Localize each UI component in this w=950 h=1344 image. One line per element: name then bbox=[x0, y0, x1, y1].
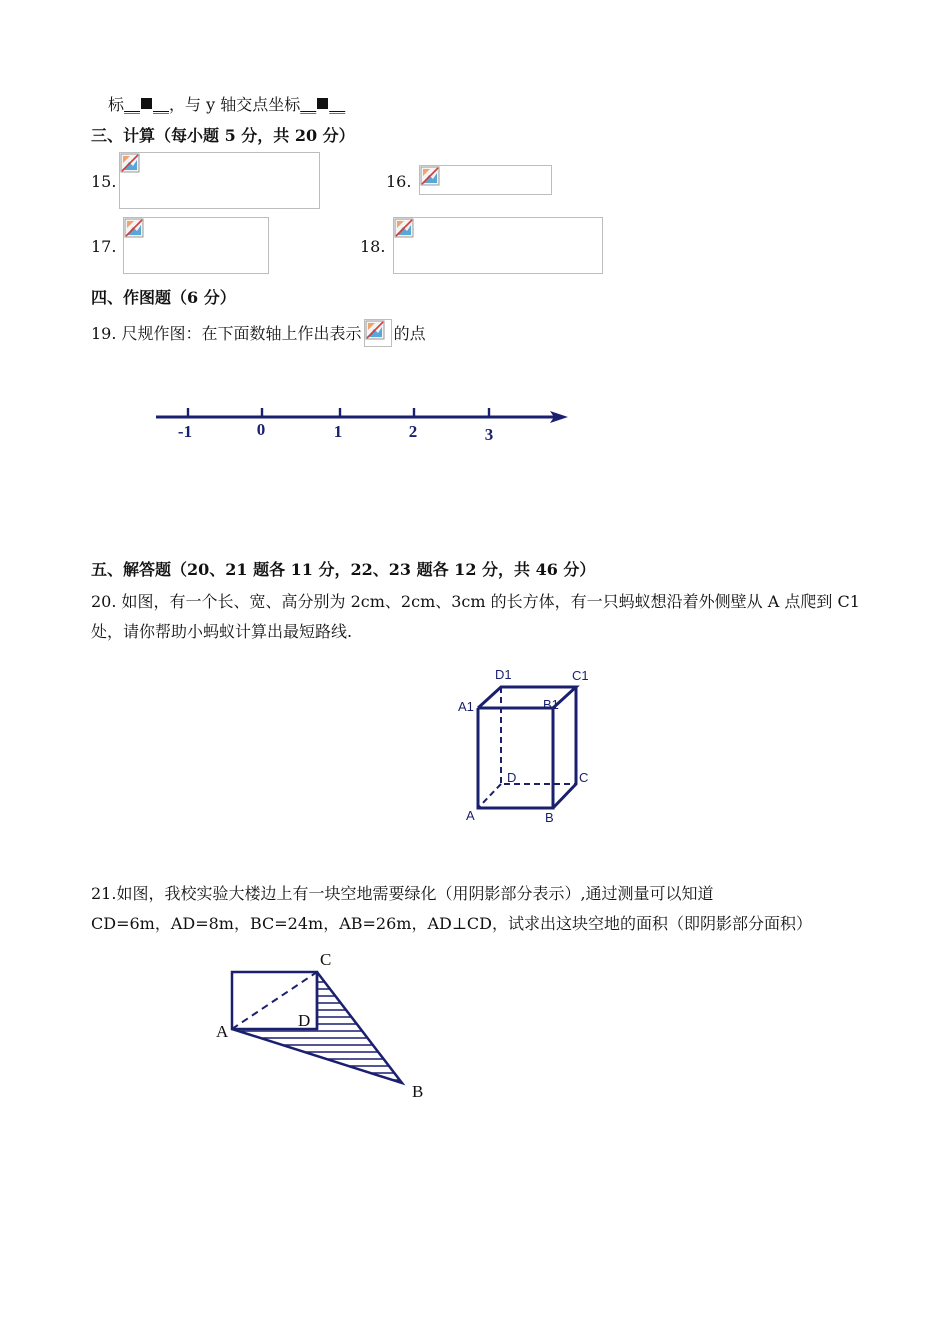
line-prefix: 标 bbox=[108, 95, 125, 114]
tick-label: 1 bbox=[333, 422, 343, 441]
vertex-label-b: B bbox=[545, 810, 554, 825]
broken-image-icon bbox=[365, 320, 385, 340]
tick-label: 0 bbox=[256, 420, 266, 439]
tick-label: 3 bbox=[484, 425, 494, 444]
answer-placeholder-square bbox=[141, 98, 152, 109]
answer-placeholder-square bbox=[317, 98, 328, 109]
blank-b-right: __ bbox=[329, 95, 346, 114]
cuboid-hidden-edge bbox=[478, 784, 501, 808]
q19-text-after: 的点 bbox=[393, 324, 426, 343]
q16-label: 16. bbox=[386, 172, 412, 191]
broken-image-icon bbox=[120, 153, 140, 173]
q16-formula-image bbox=[419, 165, 552, 195]
broken-image-icon bbox=[124, 218, 144, 238]
q19-label: 19. bbox=[91, 324, 117, 343]
vertex-label-b1: B1 bbox=[543, 697, 559, 712]
vertex-label-d: D bbox=[507, 770, 517, 785]
q15-label: 15. bbox=[91, 172, 117, 191]
land-figure bbox=[210, 945, 435, 1105]
point-label-a: A bbox=[216, 1022, 229, 1041]
vertex-label-c1: C1 bbox=[572, 668, 589, 683]
point-label-d: D bbox=[298, 1011, 311, 1030]
tick-label: -1 bbox=[177, 422, 193, 441]
vertex-label-a1: A1 bbox=[458, 699, 474, 714]
vertex-label-a: A bbox=[466, 808, 475, 823]
q18-label: 18. bbox=[360, 237, 386, 256]
vertex-label-c: C bbox=[579, 770, 589, 785]
blank-a-right: __ bbox=[153, 95, 170, 114]
point-label-c: C bbox=[320, 950, 332, 969]
broken-image-icon bbox=[394, 218, 414, 238]
q20-line2: 处，请你帮助小蚂蚁计算出最短路线. bbox=[91, 622, 353, 641]
vertex-label-d1: D1 bbox=[495, 667, 512, 682]
section3-heading: 三、计算（每小题 5 分，共 20 分） bbox=[91, 126, 355, 145]
q21-line1: 21.如图，我校实验大楼边上有一块空地需要绿化（用阴影部分表示）,通过测量可以知道 bbox=[91, 884, 714, 903]
q21-line2: CD=6m，AD=8m，BC=24m，AB=26m，AD⊥CD，试求出这块空地的面积（即阴影部分面积） bbox=[91, 914, 812, 933]
q19-formula-image bbox=[364, 319, 392, 347]
line-middle: ，与 y 轴交点坐标 bbox=[169, 95, 301, 114]
q20-line1: 20. 如图，有一个长、宽、高分别为 2cm、2cm、3cm 的长方体，有一只蚂蚁想沿着外侧壁从 A 点爬到 C1 bbox=[91, 592, 860, 611]
tick-label: 2 bbox=[408, 422, 418, 441]
blank-a-left: __ bbox=[124, 95, 141, 114]
q17-label: 17. bbox=[91, 237, 117, 256]
section5-heading: 五、解答题（20、21 题各 11 分，22、23 题各 12 分，共 46 分） bbox=[91, 560, 596, 579]
q17-formula-image bbox=[123, 217, 269, 274]
q19-text bbox=[91, 319, 426, 347]
number-line bbox=[150, 395, 580, 450]
cuboid-figure bbox=[455, 662, 605, 832]
broken-image-icon bbox=[420, 166, 440, 186]
q15-formula-image bbox=[119, 152, 320, 209]
cuboid-top-face bbox=[478, 687, 576, 708]
point-label-b: B bbox=[412, 1082, 424, 1101]
blank-b-left: __ bbox=[300, 95, 317, 114]
q18-formula-image bbox=[393, 217, 603, 274]
fill-blank-line bbox=[108, 92, 345, 115]
section4-heading: 四、作图题（6 分） bbox=[91, 288, 236, 307]
q19-text-before: 尺规作图：在下面数轴上作出表示 bbox=[121, 324, 362, 343]
cuboid-front-face bbox=[478, 708, 553, 808]
